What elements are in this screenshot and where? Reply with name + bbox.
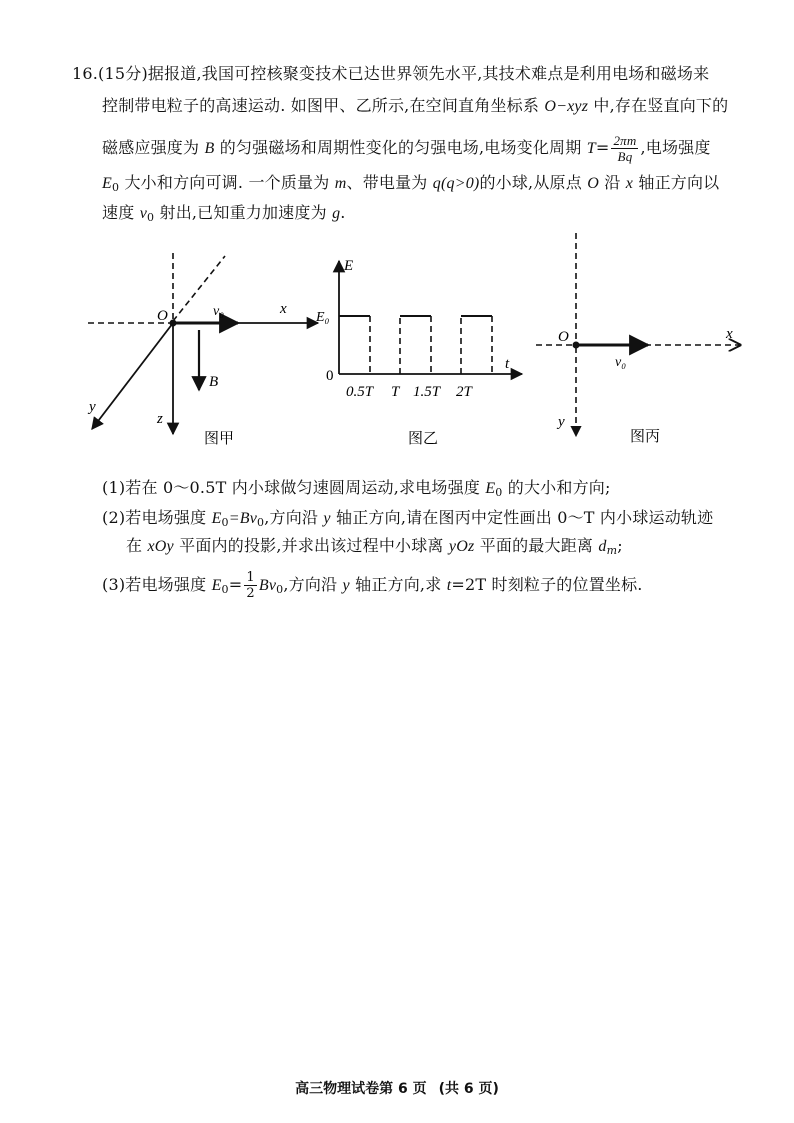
question-line-3: 磁感应强度为 B 的匀强磁场和周期性变化的匀强电场,电场变化周期 T= $\frac{2\pi m}{Bq}$ ,电场强度 [102, 133, 711, 164]
question-line-5: 速度 $v_0$ 射出,已知重力加速度为 g. [102, 203, 346, 224]
tick-t: T [391, 384, 400, 400]
origin-dot [170, 320, 177, 327]
question-line-1: 16.(15分)据报道,我国可控核聚变技术已达世界领先水平,其技术难点是利用电场和磁场来 [72, 64, 710, 83]
question-line-4: $E_0$ 大小和方向可调. 一个质量为 m、带电量为 q(q>0)的小球,从原点 O 沿 x 轴正方向以 [102, 173, 720, 194]
question-number: 16. [72, 64, 99, 83]
tick-2t: 2T [456, 384, 472, 400]
coordinate-system: O−xyz [544, 98, 589, 115]
tick-0.5t: 0.5T [346, 384, 374, 400]
footer-title: 高三物理试卷第 6 页 [295, 1081, 427, 1097]
label-e: E [344, 258, 354, 274]
subquestion-3: (3)若电场强度 $E_0=$ $\frac{1}{2}$ $Bv_0$,方向沿 y 轴正方向,求 t=2T 时刻粒子的位置坐标. [102, 570, 643, 601]
tick-1.5t: 1.5T [413, 384, 441, 400]
label-v0-jia: v₀ [213, 304, 225, 319]
label-b-jia: B [209, 374, 219, 390]
question-score: (15分) [98, 64, 148, 83]
label-y-jia: y [89, 399, 96, 415]
page-footer [0, 1078, 794, 1098]
figures [0, 228, 794, 458]
label-v0-bing: v₀ [615, 355, 627, 370]
subquestion-2-line-1: (2)若电场强度 $E_0=Bv_0$,方向沿 y 轴正方向,请在图丙中定性画出 0～T 内小球运动轨迹 [102, 508, 714, 529]
caption-jia: 图甲 [204, 429, 235, 447]
label-o-jia: O [157, 308, 168, 324]
figure-jia [87, 253, 318, 447]
footer-total: (共 6 页) [438, 1081, 499, 1097]
origin-dot-bing [573, 342, 580, 349]
subquestion-2-line-2: 在 xOy 平面内的投影,并求出该过程中小球离 yOz 平面的最大距离 dm; [126, 536, 623, 557]
caption-yi: 图乙 [408, 429, 439, 447]
label-z-jia: z [157, 411, 163, 427]
caption-bing: 图丙 [630, 427, 661, 445]
period-fraction: $\frac{2\pi m}{Bq}$ [613, 133, 637, 164]
label-x-jia: x [280, 301, 287, 317]
label-o-bing: O [558, 329, 569, 345]
label-x-bing: x [726, 326, 733, 342]
label-t: t [505, 356, 510, 372]
label-e0: E₀ [316, 310, 330, 325]
subquestion-1: (1)若在 0～0.5T 内小球做匀速圆周运动,求电场强度 $E_0$ 的大小和方向; [102, 478, 611, 499]
question-line-2: 控制带电粒子的高速运动. 如图甲、乙所示,在空间直角坐标系 O−xyz 中,存在竖直向下的 [102, 96, 729, 115]
label-y-bing: y [558, 414, 565, 430]
label-zero: 0 [326, 368, 334, 384]
half-fraction: $\frac{1}{2}$ [246, 570, 255, 601]
figure-bing [536, 233, 740, 445]
figure-yi [315, 258, 522, 447]
